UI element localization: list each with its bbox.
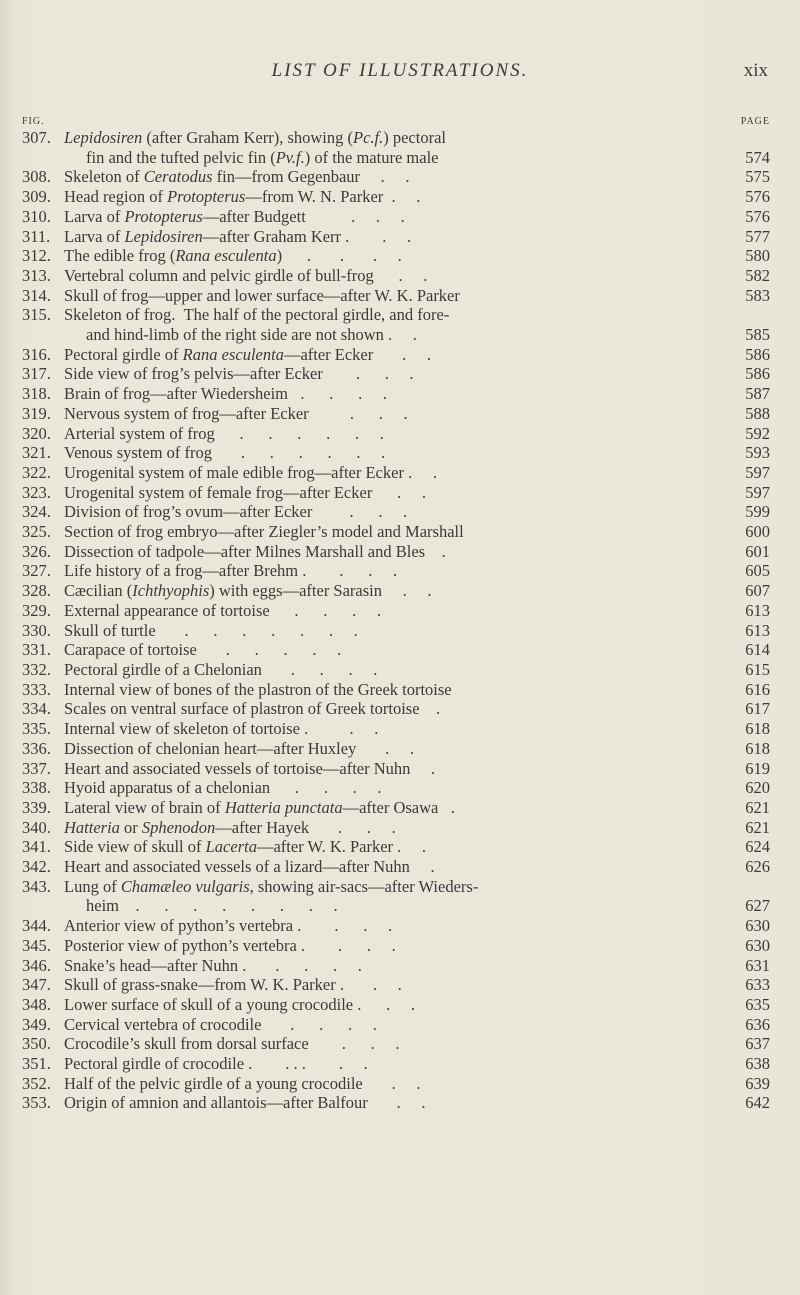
entry-line [64, 1034, 770, 1054]
figure-number: 344. [22, 916, 51, 936]
figure-number: 318. [22, 384, 51, 404]
caption-text: Vertebral column and pelvic girdle of bull-frog . . [64, 265, 428, 285]
caption-text: Lung of Chamæleo vulgaris, showing air-sacs—after Wieders- [64, 876, 479, 896]
figure-number: 321. [22, 443, 51, 463]
caption-text: and hind-limb of the right side are not shown . . [86, 325, 417, 345]
figure-number: 307. [22, 128, 51, 147]
list-item [22, 1054, 770, 1074]
page-ref: 633 [745, 975, 770, 995]
page-column-heading: PAGE [740, 116, 770, 127]
caption-text: fin and the tufted pelvic fin (Pv.f.) of the mature male [86, 147, 439, 167]
figure-number: 345. [22, 935, 51, 955]
caption-text: Snake’s head—after Nuhn . . . . . [64, 955, 362, 975]
illustration-list [22, 128, 770, 1113]
entry-line [64, 424, 770, 444]
list-item [22, 1015, 770, 1035]
caption-text: Carapace of tortoise . . . . . [64, 640, 342, 660]
figure-number: 325. [22, 522, 51, 542]
list-item [22, 601, 770, 621]
figure-number: 346. [22, 955, 51, 975]
figure-number: 347. [22, 975, 51, 995]
list-item [22, 364, 770, 384]
list-item [22, 916, 770, 936]
entry-line [64, 227, 770, 247]
caption-text: Internal view of skeleton of tortoise . . . [64, 719, 379, 739]
caption-text: Dissection of chelonian heart—after Huxley . . [64, 738, 415, 758]
caption-text: Origin of amnion and allantois—after Balfour . . [64, 1093, 426, 1113]
list-item [22, 877, 770, 916]
page-ref: 588 [745, 403, 770, 423]
running-title: LIST OF ILLUSTRATIONS. [271, 60, 529, 81]
list-item [22, 818, 770, 838]
entry-line [64, 601, 770, 621]
entry-line [64, 483, 770, 503]
page-ref: 620 [745, 778, 770, 798]
entry-line [64, 877, 770, 897]
list-item [22, 187, 770, 207]
entry-line [64, 778, 770, 798]
list-item [22, 660, 770, 680]
figure-number: 350. [22, 1034, 51, 1054]
entry-line [64, 660, 770, 680]
page-ref: 597 [745, 462, 770, 482]
list-item [22, 345, 770, 365]
page-number: xix [743, 60, 768, 81]
page-ref: 619 [745, 758, 770, 778]
list-item [22, 424, 770, 444]
entry-line [64, 1074, 770, 1094]
figure-number: 311. [22, 226, 51, 246]
caption-text: Skeleton of frog. The half of the pectoral girdle, and fore- [64, 305, 450, 325]
list-item [22, 305, 770, 344]
page-ref: 642 [745, 1093, 770, 1113]
page-ref: 605 [745, 561, 770, 581]
list-item [22, 1093, 770, 1113]
page-ref: 631 [745, 955, 770, 975]
page-ref: 577 [745, 226, 770, 246]
figure-number: 339. [22, 797, 51, 817]
caption-text: Anterior view of python’s vertebra . . . . [64, 916, 393, 936]
entry-line [64, 975, 770, 995]
list-item [22, 561, 770, 581]
list-item [22, 640, 770, 660]
entry-line [64, 798, 770, 818]
page-ref: 635 [745, 994, 770, 1014]
page-ref: 600 [745, 522, 770, 542]
list-item [22, 699, 770, 719]
figure-number: 308. [22, 167, 51, 187]
caption-text: Hyoid apparatus of a chelonian . . . . [64, 778, 382, 798]
caption-text: Crocodile’s skull from dorsal surface . . . [64, 1034, 400, 1054]
caption-text: Lepidosiren (after Graham Kerr), showing (Pc.f.) pectoral [64, 128, 446, 147]
figure-number: 333. [22, 679, 51, 699]
list-item [22, 680, 770, 700]
figure-number: 313. [22, 265, 51, 285]
caption-text: Larva of Lepidosiren—after Graham Kerr . . . [64, 226, 412, 246]
entry-line [64, 522, 770, 542]
caption-text: Side view of skull of Lacerta—after W. K. Parker . . [64, 837, 427, 857]
entry-line [64, 325, 770, 345]
page-ref: 607 [745, 581, 770, 601]
caption-text: Hatteria or Sphenodon—after Hayek . . . [64, 817, 396, 837]
page-ref: 615 [745, 659, 770, 679]
page-ref: 614 [745, 640, 770, 660]
entry-line [64, 699, 770, 719]
list-item [22, 621, 770, 641]
figure-number: 349. [22, 1014, 51, 1034]
figure-number: 341. [22, 837, 51, 857]
entry-line [64, 404, 770, 424]
entry-line [64, 187, 770, 207]
figure-number: 348. [22, 994, 51, 1014]
caption-text: Cervical vertebra of crocodile . . . . [64, 1014, 377, 1034]
entry-line [64, 305, 770, 325]
caption-text: Urogenital system of female frog—after Ecker . . [64, 482, 426, 502]
figure-number: 329. [22, 600, 51, 620]
page-ref: 630 [745, 916, 770, 936]
caption-text: Arterial system of frog . . . . . . [64, 423, 384, 443]
figure-number: 309. [22, 187, 51, 207]
caption-text: Brain of frog—after Wiedersheim . . . . [64, 384, 387, 404]
figure-number: 326. [22, 541, 51, 561]
list-item [22, 995, 770, 1015]
figure-number: 320. [22, 423, 51, 443]
figure-number: 310. [22, 206, 51, 226]
entry-line [64, 818, 770, 838]
entry-line [64, 837, 770, 857]
caption-text: The edible frog (Rana esculenta) . . . . [64, 246, 402, 266]
figure-number: 331. [22, 640, 51, 660]
entry-line [64, 956, 770, 976]
entry-line [64, 1054, 770, 1074]
list-item [22, 778, 770, 798]
entry-line [64, 581, 770, 601]
figure-number: 315. [22, 305, 51, 325]
caption-text: Division of frog’s ovum—after Ecker . . . [64, 502, 408, 522]
list-item [22, 581, 770, 601]
entry-line [64, 680, 770, 700]
page-ref: 621 [745, 797, 770, 817]
list-item [22, 857, 770, 877]
entry-line [64, 896, 770, 916]
list-item [22, 384, 770, 404]
list-item [22, 207, 770, 227]
list-item [22, 167, 770, 187]
entry-line [64, 167, 770, 187]
list-item [22, 246, 770, 266]
list-item [22, 463, 770, 483]
entry-line [64, 345, 770, 365]
entry-line [64, 916, 770, 936]
entry-line [64, 266, 770, 286]
list-item [22, 798, 770, 818]
caption-text: Life history of a frog—after Brehm . . . . [64, 561, 398, 581]
caption-text: Lower surface of skull of a young crocodile . . . [64, 994, 415, 1014]
list-item [22, 837, 770, 857]
entry-line [64, 384, 770, 404]
figure-number: 340. [22, 817, 51, 837]
page-ref: 638 [745, 1054, 770, 1074]
page-ref: 637 [745, 1034, 770, 1054]
caption-text: External appearance of tortoise . . . . [64, 600, 382, 620]
caption-text: Venous system of frog . . . . . . [64, 443, 386, 463]
figure-number: 319. [22, 403, 51, 423]
page-ref: 586 [745, 344, 770, 364]
figure-number: 332. [22, 659, 51, 679]
caption-text: Posterior view of python’s vertebra . . . . [64, 935, 396, 955]
list-item [22, 502, 770, 522]
page-ref: 624 [745, 837, 770, 857]
caption-text: Skull of grass-snake—from W. K. Parker . . . [64, 975, 402, 995]
entry-line [64, 207, 770, 227]
figure-number: 317. [22, 364, 51, 384]
entry-line [64, 561, 770, 581]
list-item [22, 128, 770, 167]
entry-line [64, 857, 770, 877]
entry-line [64, 364, 770, 384]
figure-number: 335. [22, 719, 51, 739]
page-ref: 626 [745, 857, 770, 877]
page-ref: 601 [745, 541, 770, 561]
page-ref: 636 [745, 1014, 770, 1034]
caption-text: Nervous system of frog—after Ecker . . . [64, 403, 408, 423]
caption-text: Heart and associated vessels of a lizard—after Nuhn . [64, 857, 435, 877]
list-item [22, 719, 770, 739]
page-ref: 613 [745, 620, 770, 640]
page-ref: 576 [745, 187, 770, 207]
caption-text: Pectoral girdle of Rana esculenta—after Ecker . . [64, 344, 432, 364]
list-item [22, 739, 770, 759]
page-ref: 618 [745, 738, 770, 758]
list-item [22, 227, 770, 247]
page-header [0, 60, 800, 90]
entry-line [64, 148, 770, 168]
entry-line [64, 621, 770, 641]
caption-text: Internal view of bones of the plastron of the Greek tortoise [64, 679, 452, 699]
list-item [22, 759, 770, 779]
caption-text: heim . . . . . . . . [86, 896, 338, 916]
page-ref: 630 [745, 935, 770, 955]
list-item [22, 1034, 770, 1054]
entry-line [64, 286, 770, 306]
page-ref: 617 [745, 699, 770, 719]
figure-number: 312. [22, 246, 51, 266]
caption-text: Dissection of tadpole—after Milnes Marshall and Bles . [64, 541, 446, 561]
figure-number: 351. [22, 1054, 51, 1074]
caption-text: Pectoral girdle of a Chelonian . . . . [64, 659, 378, 679]
page-ref: 585 [745, 325, 770, 345]
list-item [22, 266, 770, 286]
caption-text: Urogenital system of male edible frog—after Ecker . . [64, 462, 437, 482]
entry-line [64, 542, 770, 562]
fig-column-heading: FIG. [22, 116, 45, 127]
list-item [22, 542, 770, 562]
page-ref: 586 [745, 364, 770, 384]
caption-text: Skull of turtle . . . . . . . [64, 620, 358, 640]
entry-line [64, 463, 770, 483]
list-item [22, 483, 770, 503]
entry-line [64, 640, 770, 660]
entry-line [64, 1015, 770, 1035]
entry-line [64, 246, 770, 266]
figure-number: 342. [22, 857, 51, 877]
caption-text: Heart and associated vessels of tortoise—after Nuhn . [64, 758, 436, 778]
entry-line [64, 936, 770, 956]
figure-number: 337. [22, 758, 51, 778]
page-ref: 613 [745, 600, 770, 620]
figure-number: 353. [22, 1093, 51, 1113]
page-ref: 639 [745, 1073, 770, 1093]
page-ref: 580 [745, 246, 770, 266]
page-ref: 597 [745, 482, 770, 502]
caption-text: Head region of Protopterus—from W. N. Parker . . [64, 187, 421, 207]
figure-number: 322. [22, 462, 51, 482]
figure-number: 323. [22, 482, 51, 502]
page-ref: 592 [745, 423, 770, 443]
page-ref: 576 [745, 206, 770, 226]
list-item [22, 522, 770, 542]
page-ref: 618 [745, 719, 770, 739]
entry-line [64, 1093, 770, 1113]
caption-text: Cæcilian (Ichthyophis) with eggs—after Sarasin . . [64, 581, 432, 601]
list-item [22, 1074, 770, 1094]
figure-number: 330. [22, 620, 51, 640]
entry-line [64, 443, 770, 463]
figure-number: 314. [22, 285, 51, 305]
caption-text: Scales on ventral surface of plastron of Greek tortoise . [64, 699, 441, 719]
list-item [22, 956, 770, 976]
list-item [22, 404, 770, 424]
caption-text: Section of frog embryo—after Ziegler’s model and Marshall [64, 522, 464, 542]
entry-line [64, 128, 770, 148]
list-item [22, 936, 770, 956]
list-item [22, 286, 770, 306]
figure-number: 327. [22, 561, 51, 581]
figure-number: 338. [22, 778, 51, 798]
entry-line [64, 995, 770, 1015]
figure-number: 334. [22, 699, 51, 719]
figure-number: 352. [22, 1073, 51, 1093]
entry-line [64, 739, 770, 759]
entry-line [64, 502, 770, 522]
entry-line [64, 759, 770, 779]
caption-text: Pectoral girdle of crocodile . . . . . . [64, 1054, 368, 1074]
page-ref: 574 [745, 147, 770, 167]
figure-number: 336. [22, 738, 51, 758]
page-ref: 582 [745, 265, 770, 285]
page-ref: 599 [745, 502, 770, 522]
caption-text: Side view of frog’s pelvis—after Ecker . . . [64, 364, 414, 384]
page-ref: 575 [745, 167, 770, 187]
figure-number: 328. [22, 581, 51, 601]
page-ref: 583 [745, 285, 770, 305]
caption-text: Larva of Protopterus—after Budgett . . . [64, 206, 405, 226]
figure-number: 324. [22, 502, 51, 522]
page-ref: 587 [745, 384, 770, 404]
figure-number: 316. [22, 344, 51, 364]
page-ref: 627 [745, 896, 770, 916]
list-item [22, 443, 770, 463]
figure-number: 343. [22, 876, 51, 896]
caption-text: Skeleton of Ceratodus fin—from Gegenbaur . . [64, 167, 410, 187]
caption-text: Half of the pelvic girdle of a young crocodile . . [64, 1073, 421, 1093]
page-ref: 621 [745, 817, 770, 837]
list-item [22, 975, 770, 995]
page-ref: 616 [745, 679, 770, 699]
caption-text: Lateral view of brain of Hatteria punctata—after Osawa . [64, 797, 455, 817]
caption-text: Skull of frog—upper and lower surface—after W. K. Parker [64, 285, 460, 305]
page-ref: 593 [745, 443, 770, 463]
entry-line [64, 719, 770, 739]
